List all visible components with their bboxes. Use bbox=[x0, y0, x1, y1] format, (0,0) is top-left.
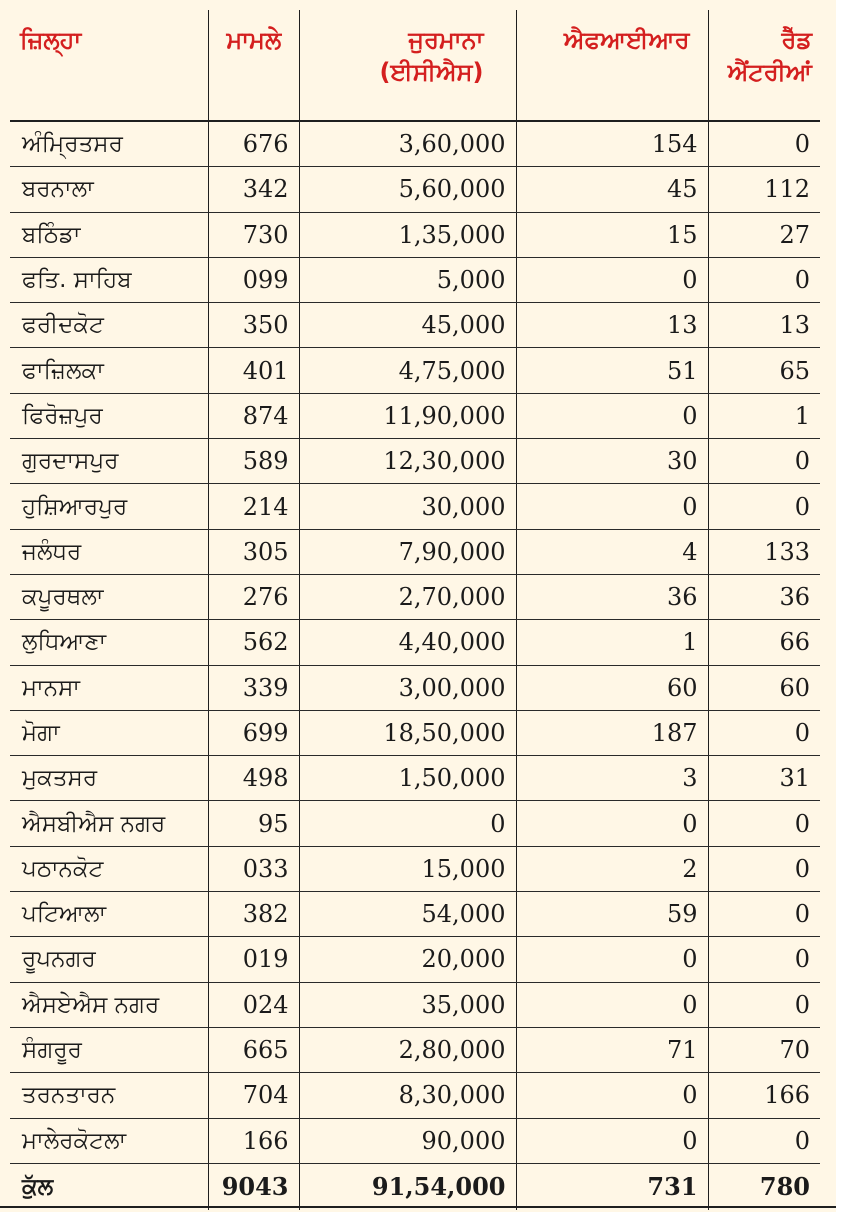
fine-amount: 5,000 bbox=[299, 257, 516, 302]
bottom-rule bbox=[0, 1206, 836, 1208]
cases-count: 874 bbox=[208, 393, 299, 438]
fine-amount: 15,000 bbox=[299, 846, 516, 891]
red-entries-count: 65 bbox=[708, 348, 820, 393]
cases-count: 665 bbox=[208, 1027, 299, 1072]
district-name: ਕਪੂਰਥਲਾ bbox=[10, 574, 208, 619]
red-entries-count: 0 bbox=[708, 484, 820, 529]
district-name: ਜਲੰਧਰ bbox=[10, 529, 208, 574]
header-district: ਜ਼ਿਲ੍ਹਾ bbox=[10, 10, 208, 121]
red-entries-count: 133 bbox=[708, 529, 820, 574]
fine-amount: 4,40,000 bbox=[299, 620, 516, 665]
table-row bbox=[10, 167, 820, 212]
cases-count: 214 bbox=[208, 484, 299, 529]
fir-count: 15 bbox=[516, 212, 708, 257]
table-row bbox=[10, 620, 820, 665]
table-row bbox=[10, 484, 820, 529]
fir-count: 51 bbox=[516, 348, 708, 393]
table-row bbox=[10, 303, 820, 348]
fir-count: 3 bbox=[516, 756, 708, 801]
cases-count: 166 bbox=[208, 1118, 299, 1163]
district-name: ਪਠਾਨਕੋਟ bbox=[10, 846, 208, 891]
red-entries-count: 0 bbox=[708, 982, 820, 1027]
cases-count: 498 bbox=[208, 756, 299, 801]
cases-count: 95 bbox=[208, 801, 299, 846]
red-entries-count: 60 bbox=[708, 665, 820, 710]
district-name: ਗੁਰਦਾਸਪੁਰ bbox=[10, 439, 208, 484]
header-red-entries: ਰੈੱਡ ਐਂਟਰੀਆਂ bbox=[708, 10, 820, 121]
table-row bbox=[10, 574, 820, 619]
cases-count: 339 bbox=[208, 665, 299, 710]
table-row bbox=[10, 393, 820, 438]
fine-amount: 3,00,000 bbox=[299, 665, 516, 710]
cases-count: 401 bbox=[208, 348, 299, 393]
table-row bbox=[10, 801, 820, 846]
cases-count: 699 bbox=[208, 710, 299, 755]
fir-count: 0 bbox=[516, 937, 708, 982]
district-name: ਮੁਕਤਸਰ bbox=[10, 756, 208, 801]
district-name: ਐਸਬੀਐਸ ਨਗਰ bbox=[10, 801, 208, 846]
district-name: ਫਿਰੋਜ਼ਪੁਰ bbox=[10, 393, 208, 438]
fir-count: 1 bbox=[516, 620, 708, 665]
fine-amount: 0 bbox=[299, 801, 516, 846]
fine-amount: 5,60,000 bbox=[299, 167, 516, 212]
fine-amount: 45,000 bbox=[299, 303, 516, 348]
total-row bbox=[10, 1163, 820, 1210]
red-entries-count: 0 bbox=[708, 937, 820, 982]
table-row bbox=[10, 257, 820, 302]
fine-amount: 91,54,000 bbox=[299, 1163, 516, 1210]
table-row bbox=[10, 665, 820, 710]
fine-amount: 8,30,000 bbox=[299, 1073, 516, 1118]
district-name: ਬਠਿੰਡਾ bbox=[10, 212, 208, 257]
red-entries-count: 13 bbox=[708, 303, 820, 348]
district-name: ਸੰਗਰੂਰ bbox=[10, 1027, 208, 1072]
fine-amount: 1,35,000 bbox=[299, 212, 516, 257]
red-entries-count: 780 bbox=[759, 1172, 810, 1202]
table-row bbox=[10, 846, 820, 891]
cases-count: 305 bbox=[208, 529, 299, 574]
fir-count: 71 bbox=[516, 1027, 708, 1072]
fine-amount: 35,000 bbox=[299, 982, 516, 1027]
red-entries-count: 0 bbox=[708, 846, 820, 891]
district-name: ਬਰਨਾਲਾ bbox=[10, 167, 208, 212]
header-row bbox=[10, 10, 820, 121]
district-name: ਮਾਲੇਰਕੋਟਲਾ bbox=[10, 1118, 208, 1163]
red-entries-count: 31 bbox=[708, 756, 820, 801]
cases-count: 562 bbox=[208, 620, 299, 665]
table-row bbox=[10, 710, 820, 755]
red-entries-count: 166 bbox=[708, 1073, 820, 1118]
fine-amount: 30,000 bbox=[299, 484, 516, 529]
fine-amount: 4,75,000 bbox=[299, 348, 516, 393]
table-row bbox=[10, 1073, 820, 1118]
fir-count: 0 bbox=[516, 982, 708, 1027]
cases-count: 704 bbox=[208, 1073, 299, 1118]
red-entries-count: 0 bbox=[708, 1118, 820, 1163]
right-margin bbox=[836, 0, 854, 1212]
district-name: ਅੰਮ੍ਰਿਤਸਰ bbox=[10, 121, 208, 167]
fir-count: 0 bbox=[516, 1118, 708, 1163]
fine-amount: 3,60,000 bbox=[299, 121, 516, 167]
district-name: ਫਤਿ. ਸਾਹਿਬ bbox=[10, 257, 208, 302]
district-name: ਰੂਪਨਗਰ bbox=[10, 937, 208, 982]
fine-amount: 20,000 bbox=[299, 937, 516, 982]
fine-amount: 54,000 bbox=[299, 892, 516, 937]
table-row bbox=[10, 1027, 820, 1072]
district-name: ਪਟਿਆਲਾ bbox=[10, 892, 208, 937]
fine-amount: 90,000 bbox=[299, 1118, 516, 1163]
fir-count: 60 bbox=[516, 665, 708, 710]
cases-count: 589 bbox=[208, 439, 299, 484]
table-row bbox=[10, 937, 820, 982]
red-entries-count: 0 bbox=[708, 121, 820, 167]
fir-count: 0 bbox=[516, 1073, 708, 1118]
cases-count: 019 bbox=[208, 937, 299, 982]
fine-amount: 18,50,000 bbox=[299, 710, 516, 755]
fir-count: 13 bbox=[516, 303, 708, 348]
fir-count: 30 bbox=[516, 439, 708, 484]
table-row bbox=[10, 121, 820, 167]
red-entries-count: 27 bbox=[708, 212, 820, 257]
district-name: ਮੋਗਾ bbox=[10, 710, 208, 755]
fir-count: 0 bbox=[516, 801, 708, 846]
red-entries-count: 1 bbox=[708, 393, 820, 438]
district-name: ਐਸਏਐਸ ਨਗਰ bbox=[10, 982, 208, 1027]
fine-amount: 12,30,000 bbox=[299, 439, 516, 484]
table-row bbox=[10, 982, 820, 1027]
red-entries-count: 112 bbox=[708, 167, 820, 212]
cases-count: 9043 bbox=[208, 1163, 299, 1210]
table-row bbox=[10, 439, 820, 484]
fine-amount: 7,90,000 bbox=[299, 529, 516, 574]
fir-count: 0 bbox=[516, 484, 708, 529]
district-name: ਲੁਧਿਆਣਾ bbox=[10, 620, 208, 665]
district-name: ਹੁਸ਼ਿਆਰਪੁਰ bbox=[10, 484, 208, 529]
table-row bbox=[10, 212, 820, 257]
district-name: ਤਰਨਤਾਰਨ bbox=[10, 1073, 208, 1118]
table-row bbox=[10, 892, 820, 937]
fir-count: 59 bbox=[516, 892, 708, 937]
cases-count: 676 bbox=[208, 121, 299, 167]
table-row bbox=[10, 756, 820, 801]
fine-amount: 1,50,000 bbox=[299, 756, 516, 801]
district-name: ਫਰੀਦਕੋਟ bbox=[10, 303, 208, 348]
fir-count: 187 bbox=[516, 710, 708, 755]
cases-count: 730 bbox=[208, 212, 299, 257]
red-entries-count: 0 bbox=[708, 439, 820, 484]
fir-count: 36 bbox=[516, 574, 708, 619]
red-entries-count: 0 bbox=[708, 257, 820, 302]
table-row bbox=[10, 529, 820, 574]
fir-count: 0 bbox=[516, 257, 708, 302]
fine-amount: 11,90,000 bbox=[299, 393, 516, 438]
cases-count: 350 bbox=[208, 303, 299, 348]
cases-count: 099 bbox=[208, 257, 299, 302]
fir-count: 4 bbox=[516, 529, 708, 574]
district-table bbox=[10, 10, 820, 1210]
table-body bbox=[10, 121, 820, 1210]
district-name: ਫਾਜ਼ਿਲਕਾ bbox=[10, 348, 208, 393]
red-entries-count: 36 bbox=[708, 574, 820, 619]
red-entries-count: 0 bbox=[708, 710, 820, 755]
fir-count: 45 bbox=[516, 167, 708, 212]
fir-count: 731 bbox=[516, 1163, 708, 1210]
table-row bbox=[10, 348, 820, 393]
red-entries-count: 70 bbox=[708, 1027, 820, 1072]
header-cases: ਮਾਮਲੇ bbox=[208, 10, 299, 121]
red-entries-count: 0 bbox=[708, 801, 820, 846]
fir-count: 154 bbox=[516, 121, 708, 167]
cases-count: 382 bbox=[208, 892, 299, 937]
district-name: ਮਾਨਸਾ bbox=[10, 665, 208, 710]
cases-count: 024 bbox=[208, 982, 299, 1027]
cases-count: 342 bbox=[208, 167, 299, 212]
header-fir: ਐਫਆਈਆਰ bbox=[516, 10, 708, 121]
fine-amount: 2,70,000 bbox=[299, 574, 516, 619]
fine-amount: 2,80,000 bbox=[299, 1027, 516, 1072]
red-entries-count: 66 bbox=[708, 620, 820, 665]
header-fine: ਜੁਰਮਾਨਾ (ਈਸੀਐਸ) bbox=[299, 10, 516, 121]
red-entries-count: 0 bbox=[708, 892, 820, 937]
district-name: ਕੁੱਲ bbox=[10, 1163, 208, 1210]
cases-count: 276 bbox=[208, 574, 299, 619]
table-row bbox=[10, 1118, 820, 1163]
fir-count: 0 bbox=[516, 393, 708, 438]
cases-count: 033 bbox=[208, 846, 299, 891]
fir-count: 2 bbox=[516, 846, 708, 891]
